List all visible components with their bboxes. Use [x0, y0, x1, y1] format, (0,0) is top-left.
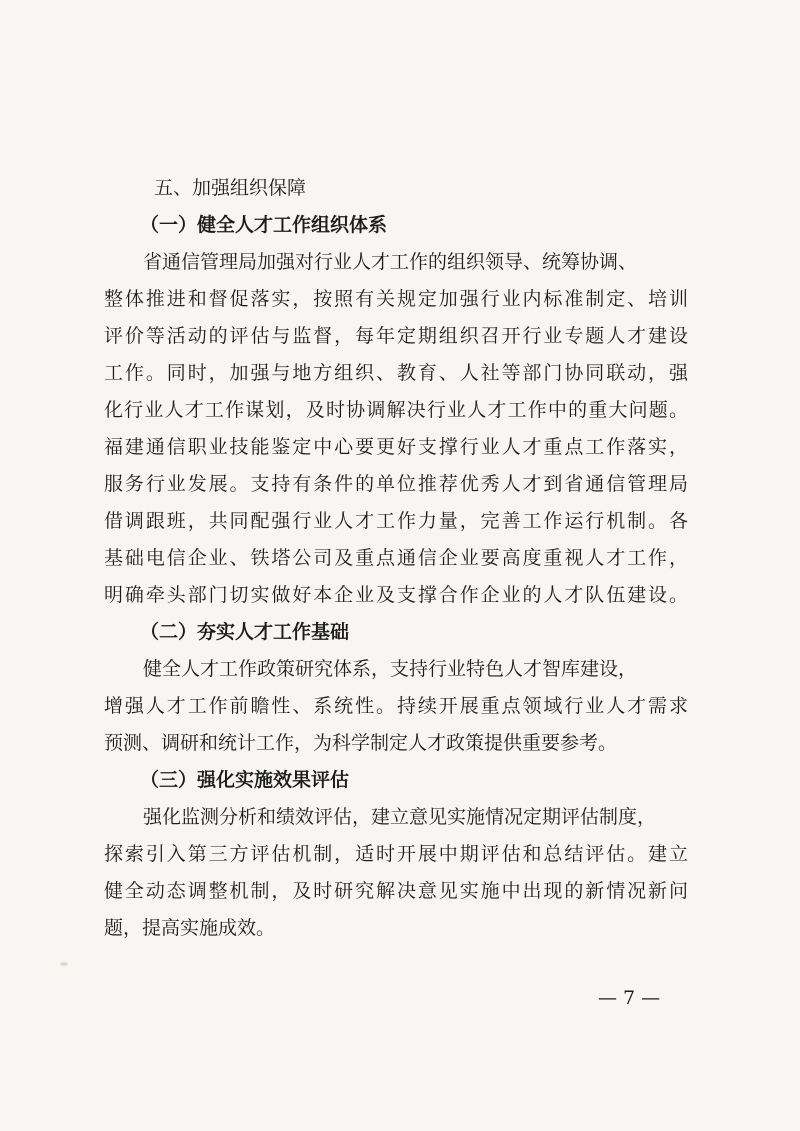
paragraph-line: 预测、调研和统计工作，为科学制定人才政策提供重要参考。	[104, 732, 618, 754]
section-title: 五、加强组织保障	[154, 177, 307, 199]
paragraph-line: 健全动态调整机制，及时研究解决意见实施中出现的新情况新问	[104, 880, 688, 902]
subsection-heading-1: （一）健全人才工作组织体系	[140, 214, 388, 236]
paragraph-line: 探索引入第三方评估机制，适时开展中期评估和总结评估。建立	[104, 843, 688, 865]
scan-smudge	[60, 962, 68, 966]
paragraph-line: 评价等活动的评估与监督，每年定期组织召开行业专题人才建设	[104, 325, 688, 347]
subsection-heading-3: （三）强化实施效果评估	[140, 769, 350, 791]
paragraph-line: 整体推进和督促落实，按照有关规定加强行业内标准制定、培训	[104, 288, 688, 310]
paragraph-line: 福建通信职业技能鉴定中心要更好支撑行业人才重点工作落实，	[104, 436, 688, 458]
paragraph-line: 省通信管理局加强对行业人才工作的组织领导、统筹协调、	[143, 251, 638, 273]
paragraph-line: 健全人才工作政策研究体系，支持行业特色人才智库建设，	[143, 658, 638, 680]
paragraph-line: 明确牵头部门切实做好本企业及支撑合作企业的人才队伍建设。	[104, 584, 688, 606]
paragraph-line: 基础电信企业、铁塔公司及重点通信企业要高度重视人才工作，	[104, 547, 688, 569]
paragraph-line: 题，提高实施成效。	[104, 917, 276, 939]
paragraph-line: 借调跟班，共同配强行业人才工作力量，完善工作运行机制。各	[104, 510, 688, 532]
page-number: — 7 —	[598, 987, 661, 1009]
paragraph-line: 工作。同时，加强与地方组织、教育、人社等部门协同联动，强	[104, 362, 688, 384]
paragraph-line: 化行业人才工作谋划，及时协调解决行业人才工作中的重大问题。	[104, 399, 688, 421]
paragraph-line: 强化监测分析和绩效评估，建立意见实施情况定期评估制度，	[143, 806, 657, 828]
paragraph-line: 增强人才工作前瞻性、系统性。持续开展重点领域行业人才需求	[104, 695, 688, 717]
subsection-heading-2: （二）夯实人才工作基础	[140, 621, 350, 643]
paragraph-line: 服务行业发展。支持有条件的单位推荐优秀人才到省通信管理局	[104, 473, 688, 495]
